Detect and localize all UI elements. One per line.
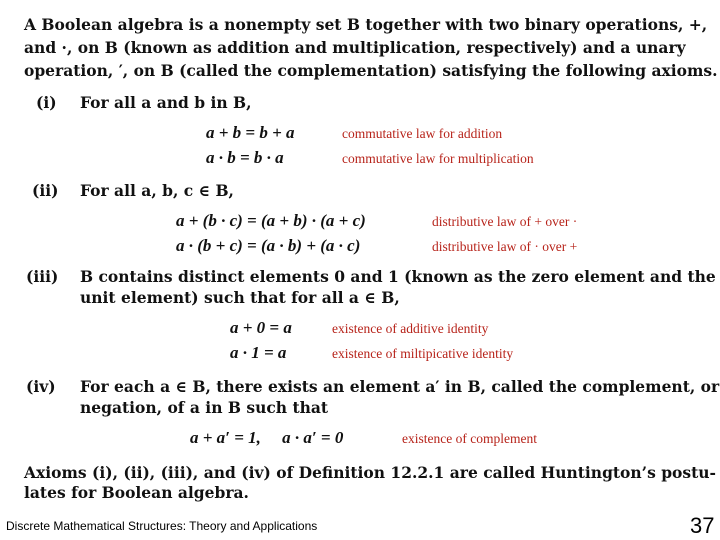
intro-line-1: A Boolean algebra is a nonempty set B together with two binary operations, +, bbox=[24, 15, 708, 34]
axiom-iv-equation: a + a′ = 1, a · a′ = 0 bbox=[190, 428, 344, 447]
axiom-ii-equation-1: a + (b · c) = (a + b) · (a + c) bbox=[176, 211, 366, 230]
axiom-iv-note: existence of complement bbox=[402, 431, 537, 446]
axiom-iv-line-1: For each a ∈ B, there exists an element a′ in B, called the complement, or bbox=[80, 377, 720, 396]
axiom-iii-note-2: existence of miltipicative identity bbox=[332, 346, 514, 361]
axiom-iii-line-2: unit element) such that for all a ∈ B, bbox=[80, 288, 400, 307]
axiom-ii-text: For all a, b, c ∈ B, bbox=[80, 181, 234, 200]
axiom-i-equation-1: a + b = b + a bbox=[206, 123, 295, 142]
axiom-iii-note-1: existence of additive identity bbox=[332, 321, 489, 336]
footer-title: Discrete Mathematical Structures: Theory and Applications bbox=[6, 519, 318, 533]
axiom-i-equation-2: a · b = b · a bbox=[206, 148, 284, 167]
axiom-iv-number: (iv) bbox=[26, 377, 56, 396]
axiom-i-note-1: commutative law for addition bbox=[342, 126, 503, 141]
axiom-iii-equation-1: a + 0 = a bbox=[230, 318, 292, 337]
intro-line-3: operation, ′, on B (called the complementation) satisfying the following axioms. bbox=[24, 61, 718, 80]
axiom-i-number: (i) bbox=[36, 93, 57, 112]
axiom-iii-equation-2: a · 1 = a bbox=[230, 343, 287, 362]
conclusion-line-2: lates for Boolean algebra. bbox=[24, 483, 249, 502]
axiom-i-text: For all a and b in B, bbox=[80, 93, 252, 112]
axiom-ii-note-2: distributive law of · over + bbox=[432, 239, 578, 254]
page-number: 37 bbox=[690, 513, 715, 538]
axiom-iii-number: (iii) bbox=[26, 267, 59, 286]
conclusion-line-1: Axioms (i), (ii), (iii), and (iv) of Definition 12.2.1 are called Huntington’s postu- bbox=[24, 463, 716, 482]
intro-line-2: and ·, on B (known as addition and multiplication, respectively) and a unary bbox=[24, 38, 686, 57]
axiom-ii-number: (ii) bbox=[32, 181, 59, 200]
axiom-ii-equation-2: a · (b + c) = (a · b) + (a · c) bbox=[176, 236, 361, 255]
axiom-iv-line-2: negation, of a in B such that bbox=[80, 398, 329, 417]
axiom-iii-line-1: B contains distinct elements 0 and 1 (known as the zero element and the bbox=[80, 267, 716, 286]
axiom-ii-note-1: distributive law of + over · bbox=[432, 214, 578, 229]
axiom-i-note-2: commutative law for multiplication bbox=[342, 151, 534, 166]
